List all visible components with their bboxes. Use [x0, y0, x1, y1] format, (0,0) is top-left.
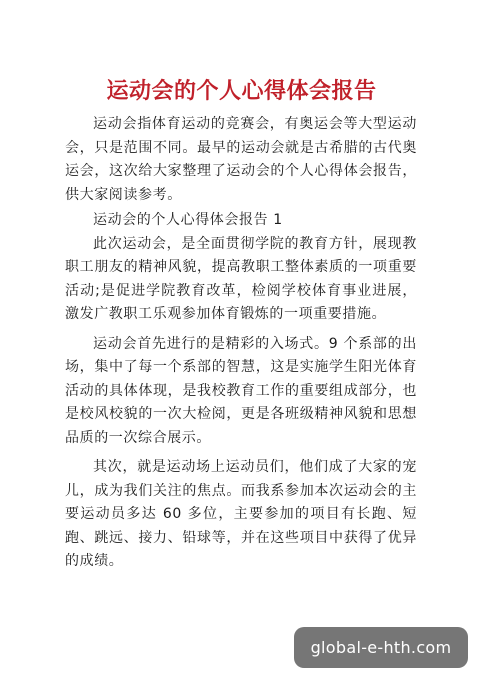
- document-body: [65, 113, 417, 574]
- intro-paragraph: 运动会指体育运动的竞赛会，有奥运会等大型运动会，只是范围不同。最早的运动会就是古希腊的古代奥运会，这次给大家整理了运动会的个人心得体会报告，供大家阅读参考。: [65, 116, 417, 203]
- body-paragraph: 此次运动会，是全面贯彻学院的教育方针，展现教职工朋友的精神风貌，提高教职工整体素质的一项重要活动;是促进学院教育改革，检阅学校体育事业进展，激发广教职工乐观参加体育锻炼的一项重要措施。: [65, 235, 417, 322]
- body-paragraph: 其次，就是运动场上运动员们，他们成了大家的宠儿，成为我们关注的焦点。而我系参加本次运动会的主要运动员多达 60 多位，主要参加的项目有长跑、短跑、跳远、接力、铅球等，并在这些项目中获得了优异的成绩。: [65, 459, 417, 569]
- document-title: 运动会的个人心得体会报告: [106, 78, 377, 104]
- body-paragraph: 运动会首先进行的是精彩的入场式。9 个系部的出场，集中了每一个系部的智慧，这是实施学生阳光体育活动的具体体现，是我校教育工作的重要组成部分，也是校风校貌的一次大检阅，更是各班级精神风貌和思想品质的一次综合展示。: [65, 335, 417, 446]
- section-heading: 运动会的个人心得体会报告 1: [93, 212, 283, 228]
- watermark-badge: global-e-hth.com: [294, 627, 468, 668]
